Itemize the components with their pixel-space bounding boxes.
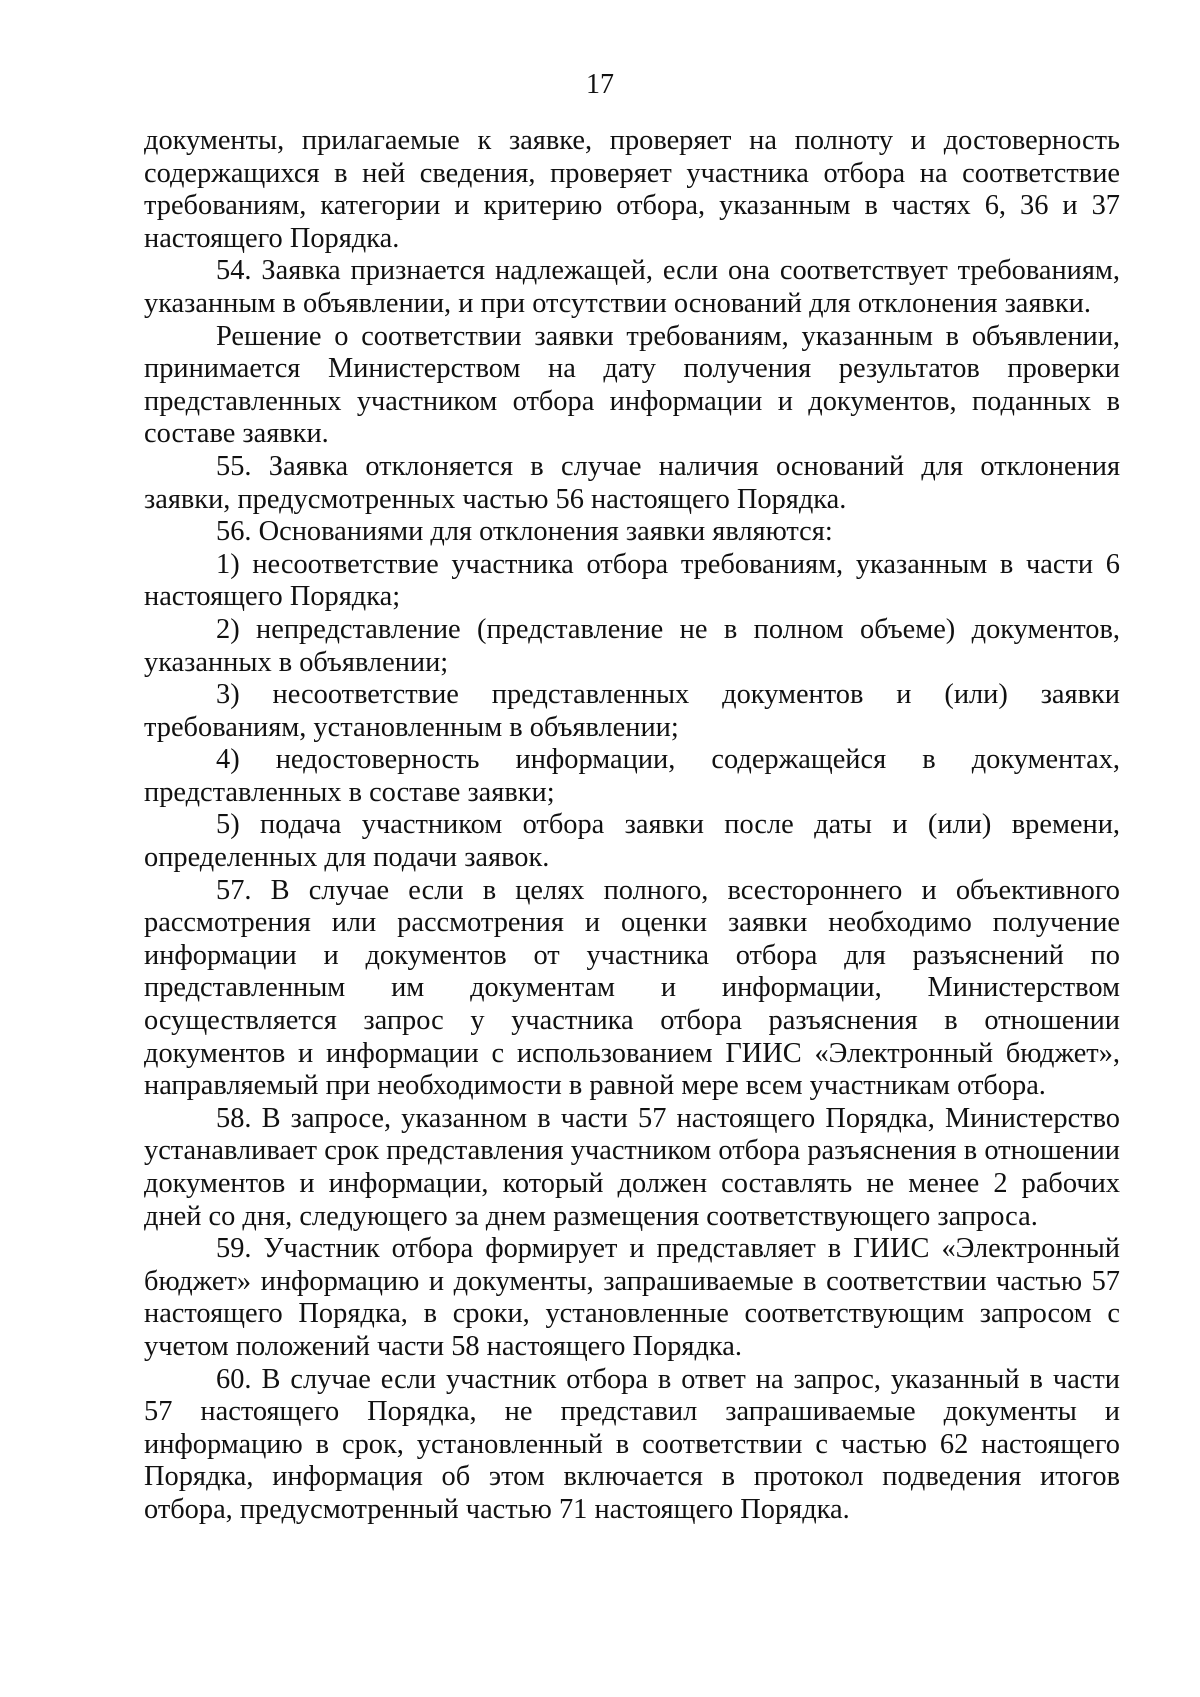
document-body xyxy=(144,125,1120,1527)
paragraph-57: 57. В случае если в целях полного, всестороннего и объективного рассмотрения или рассмотрения и оценки заявки необходимо получение информации и документов от участника отбора для разъяснений по представленным им документам и информации, Министерством осуществляется запрос у участника отбора разъяснения в отношении документов и информации с использованием ГИИС «Электронный бюджет», направляемый при необходимости в равной мере всем участникам отбора. xyxy=(144,874,1120,1102)
paragraph-60: 60. В случае если участник отбора в ответ на запрос, указанный в части 57 настоящего Порядка, не представил запрашиваемые документы и информацию в срок, установленный в соответствии с частью 62 настоящего Порядка, информация об этом включается в протокол подведения итогов отбора, предусмотренный частью 71 настоящего Порядка. xyxy=(144,1363,1120,1525)
paragraph-continuation: документы, прилагаемые к заявке, проверяет на полноту и достоверность содержащихся в ней сведения, проверяет участника отбора на соответствие требованиям, категории и критерию отбора, указанным в частях 6, 36 и 37 настоящего Порядка. xyxy=(144,125,1120,254)
paragraph-54-decision: Решение о соответствии заявки требованиям, указанным в объявлении, принимается Министерством на дату получения результатов проверки представленных участником отбора информации и документов, поданных в составе заявки. xyxy=(144,320,1120,450)
paragraph-56-item-5: 5) подача участником отбора заявки после даты и (или) времени, определенных для подачи заявок. xyxy=(144,809,1120,874)
paragraph-56-item-3: 3) несоответствие представленных документов и (или) заявки требованиям, установленным в объявлении; xyxy=(144,679,1120,743)
paragraph-56-item-1: 1) несоответствие участника отбора требованиям, указанным в части 6 настоящего Порядка; xyxy=(144,548,1120,613)
paragraph-56-item-2: 2) непредставление (представление не в полном объеме) документов, указанных в объявлении; xyxy=(144,613,1120,678)
paragraph-58: 58. В запросе, указанном в части 57 настоящего Порядка, Министерство устанавливает срок представления участником отбора разъяснения в отношении документов и информации, который должен составлять не менее 2 рабочих дней со дня, следующего за днем размещения соответствующего запроса. xyxy=(144,1102,1120,1232)
paragraph-56-item-4: 4) недостоверность информации, содержащейся в документах, представленных в составе заявки; xyxy=(144,744,1120,808)
paragraph-54: 54. Заявка признается надлежащей, если она соответствует требованиям, указанным в объявлении, и при отсутствии оснований для отклонения заявки. xyxy=(144,255,1120,319)
page-number: 17 xyxy=(586,69,614,100)
paragraph-55: 55. Заявка отклоняется в случае наличия оснований для отклонения заявки, предусмотренных частью 56 настоящего Порядка. xyxy=(144,450,1120,515)
paragraph-56: 56. Основаниями для отклонения заявки являются: xyxy=(216,516,833,548)
paragraph-59: 59. Участник отбора формирует и представляет в ГИИС «Электронный бюджет» информацию и документы, запрашиваемые в соответствии частью 57 настоящего Порядка, в сроки, установленные соответствующим запросом с учетом положений части 58 настоящего Порядка. xyxy=(144,1233,1120,1362)
